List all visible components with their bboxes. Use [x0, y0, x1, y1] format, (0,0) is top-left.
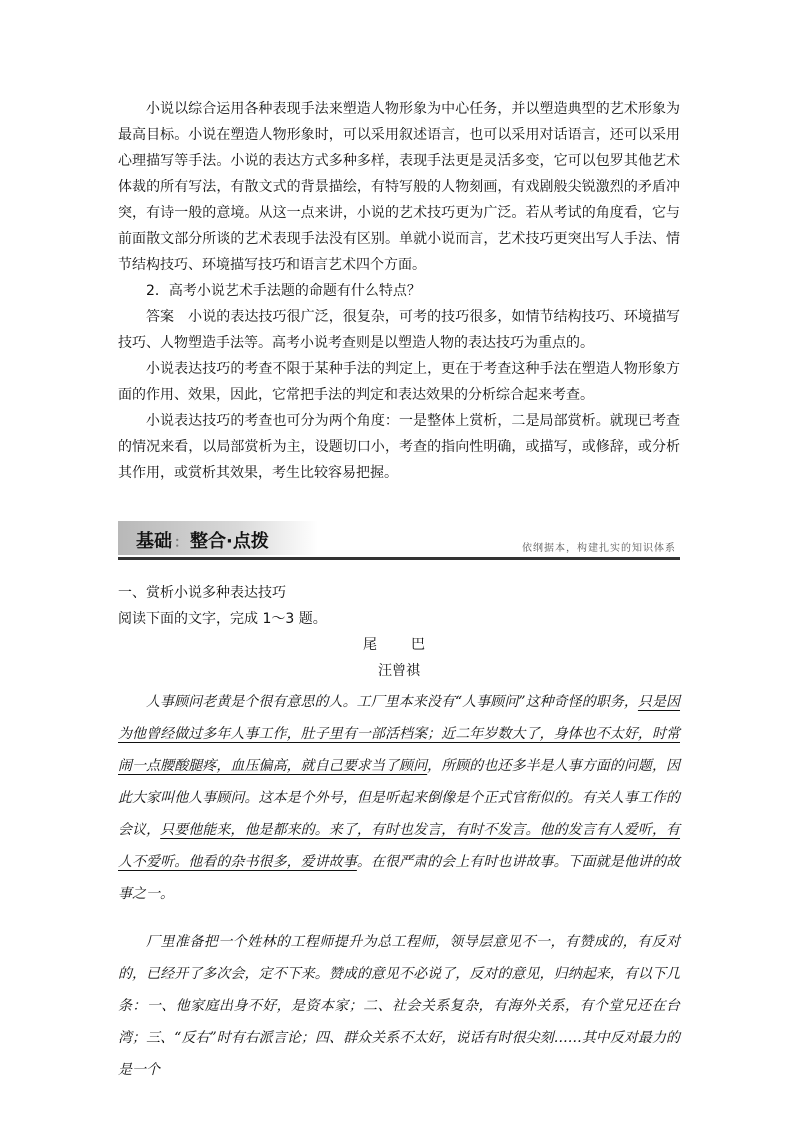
story-paragraph-2: 厂里准备把一个姓林的工程师提升为总工程师，领导层意见不一，有赞成的，有反对的，已经开了多次会，定不下来。赞成的意见不必说了，反对的意见，归纳起来，有以下几条：一、他家庭出身不好，是资本家；二、社会关系复杂，有海外关系，有个堂兄还在台湾；三、“反右”时有右派言论；四、群众关系不太好，说话有时很尖刻……其中反对最力的是一个 — [118, 934, 680, 1078]
banner-title-b: 整合·点拨 — [190, 531, 269, 552]
intro-paragraph-3: 小说表达技巧的考查不限于某种手法的判定上，更在于考查这种手法在塑造人物形象方面的作用、效果，因此，它常把手法的判定和表达效果的分析综合起来考查。 — [118, 361, 680, 403]
intro-paragraph-1: 小说以综合运用各种表现手法来塑造人物形象为中心任务，并以塑造典型的艺术形象为最高目标。小说在塑造人物形象时，可以采用叙述语言，也可以采用对话语言，还可以采用心理描写等手法。小说的表达方式多种多样，表现手法更是灵活多变，它可以包罗其他艺术体裁的所有写法，有散文式的背景描绘，有特写般的人物刻画，有戏剧般尖锐激烈的矛盾冲突，有诗一般的意境。从这一点来讲，小说的艺术技巧更为广泛。若从考试的角度看，它与前面散文部分所谈的艺术表现手法没有区别。单就小说而言，艺术技巧更突出写人手法、情节结构技巧、环境描写技巧和语言艺术四个方面。 — [118, 101, 680, 273]
banner-title-a: 基础 — [136, 531, 172, 552]
question-2: 2．高考小说艺术手法题的命题有什么特点？ — [146, 283, 421, 299]
banner-slogan: 依纲据本，构建扎实的知识体系 — [522, 543, 676, 554]
section-heading: 一、赏析小说多种表达技巧 — [118, 585, 286, 601]
underlined-passage-1: 只是因为他曾经做过多年人事工作，肚子里有一部活档案；近二年岁数大了，身体也不太好，时常闹一点腰酸腿疼，血压偏高，就自己要求当了顾问 — [118, 694, 681, 774]
story-paragraph-1 — [118, 686, 680, 910]
story-text-1a: 人事顾问老黄是个很有意思的人。工厂里本来没有“人事顾问”这种奇怪的职务， — [146, 694, 638, 710]
paragraph-gap — [118, 910, 680, 926]
story-text-1e: 。在很严肃的会上有时也讲故事。下面就是他讲的故事之一。 — [118, 854, 681, 902]
section-instruction: 阅读下面的文字，完成 1～3 题。 — [118, 611, 327, 627]
answer-text: 小说的表达技巧很广泛，很复杂，可考的技巧很多，如情节结构技巧、环境描写技巧、人物塑造手法等。高考小说考查则是以塑造人物的表达技巧为重点的。 — [118, 309, 681, 351]
intro-block — [118, 96, 680, 486]
story-text-1c: ，所顾的也还多半是人事方面的问题，因此大家叫他人事顾问。这本是个外号，但是听起来倒像是个正式官衔似的。有关人事工作的会议， — [118, 758, 681, 838]
section-header — [118, 580, 680, 684]
story-author: 汪曾祺 — [378, 663, 420, 679]
story-title: 尾 巴 — [363, 637, 435, 653]
banner-title — [136, 527, 269, 553]
answer-label: 答案 — [146, 309, 175, 325]
story-body — [118, 686, 680, 1086]
section-banner — [118, 521, 680, 561]
banner-rule — [118, 557, 680, 560]
answer-paragraph — [118, 304, 680, 356]
intro-paragraph-4: 小说表达技巧的考查也可分为两个角度：一是整体上赏析，二是局部赏析。就现已考查的情况来看，以局部赏析为主，设题切口小，考查的指向性明确，或描写，或修辞，或分析其作用，或赏析其效果，考生比较容易把握。 — [118, 413, 680, 481]
underlined-passage-2: 只要他能来，他是都来的。来了，有时也发言，有时不发言。他的发言有人爱听，有人不爱听。他看的杂书很多，爱讲故事 — [118, 822, 681, 870]
banner-separator: ： — [174, 535, 188, 551]
